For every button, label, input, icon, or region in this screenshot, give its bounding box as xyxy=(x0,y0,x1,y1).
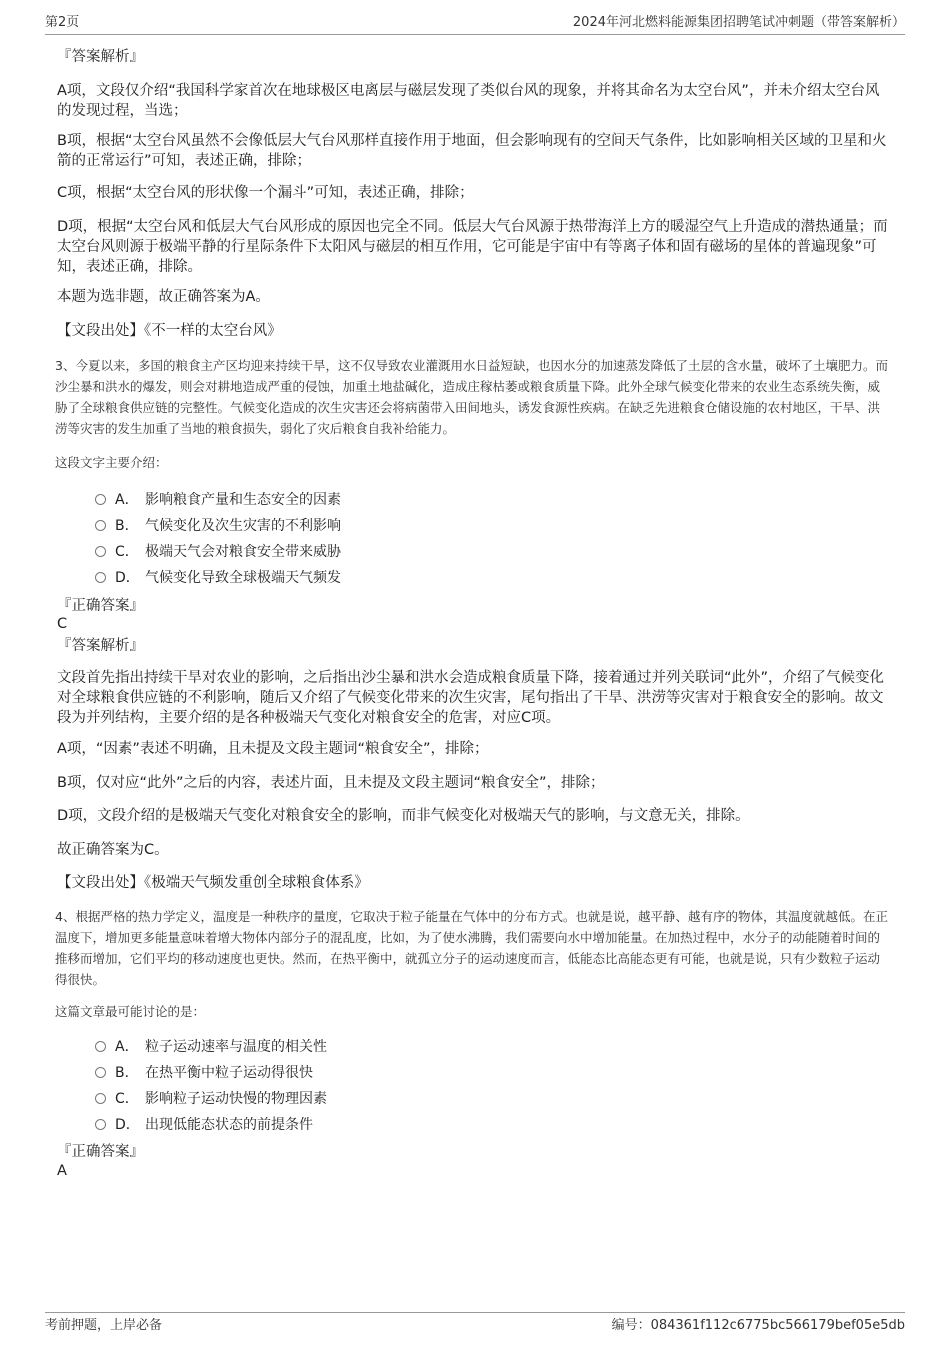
page-header xyxy=(45,14,905,35)
q4-question: 这篇文章最可能讨论的是： xyxy=(55,1004,206,1019)
q4-option-b[interactable]: B． 在热平衡中粒子运动得很快 xyxy=(95,1060,890,1086)
q3-option-a[interactable]: A． 影响粮食产量和生态安全的因素 xyxy=(95,487,890,513)
q3-option-d[interactable]: D． 气候变化导致全球极端天气频发 xyxy=(95,565,890,591)
q4-option-c[interactable]: C． 影响粒子运动快慢的物理因素 xyxy=(95,1086,890,1112)
q2-analysis-d: D项，根据“太空台风和低层大气台风形成的原因也完全不同。低层大气台风源于热带海洋上方的暖湿空气上升造成的潜热通量；而太空台风则源于极端平静的行星际条件下太阳风与磁层的相互作用，它可能是宇宙中有等离子体和固有磁场的星体的普遍现象”可知，表述正确，排除。 xyxy=(57,219,888,275)
q4-options xyxy=(95,1034,890,1138)
q4-passage: 4、根据严格的热力学定义，温度是一种秩序的量度，它取决于粒子能量在气体中的分布方式。也就是说，越平静、越有序的物体，其温度就越低。在正温度下，增加更多能量意味着增大物体内部分子的混乱度，比如，为了使水沸腾，我们需要向水中增加能量。在加热过程中，水分子的动能随着时间的推移而增加，它们平均的移动速度也更快。然而，在热平衡中，就孤立分子的运动速度而言，低能态比高能态更有可能，也就是说，只有少数粒子运动得很快。 xyxy=(55,909,888,987)
q2-conclusion: 本题为选非题，故正确答案为A。 xyxy=(57,289,270,305)
q2-analysis-b: B项，根据“太空台风虽然不会像低层大气台风那样直接作用于地面，但会影响现有的空间天气条件，比如影响相关区域的卫星和火箭的正常运行”可知，表述正确，排除； xyxy=(57,133,887,169)
q2-analysis-label: 『答案解析』 xyxy=(57,49,144,65)
radio-icon[interactable] xyxy=(95,1119,106,1130)
radio-icon[interactable] xyxy=(95,494,106,505)
q3-answer: C xyxy=(57,616,68,632)
radio-icon[interactable] xyxy=(95,546,106,557)
q2-analysis-c: C项，根据“太空台风的形状像一个漏斗”可知，表述正确，排除； xyxy=(57,185,474,201)
q2-analysis-a: A项，文段仅介绍“我国科学家首次在地球极区电离层与磁层发现了类似台风的现象，并将其命名为太空台风”，并未介绍太空台风的发现过程，当选； xyxy=(57,83,880,119)
footer-slogan: 考前押题，上岸必备 xyxy=(45,1318,163,1333)
page-footer xyxy=(45,1312,905,1335)
q3-analysis-b: B项，仅对应“此外”之后的内容，表述片面，且未提及文段主题词“粮食安全”，排除； xyxy=(57,775,605,791)
q4-option-d[interactable]: D． 出现低能态状态的前提条件 xyxy=(95,1112,890,1138)
q4-option-a[interactable]: A． 粒子运动速率与温度的相关性 xyxy=(95,1034,890,1060)
radio-icon[interactable] xyxy=(95,1067,106,1078)
radio-icon[interactable] xyxy=(95,1093,106,1104)
q3-options xyxy=(95,487,890,591)
q3-analysis: 文段首先指出持续干旱对农业的影响，之后指出沙尘暴和洪水会造成粮食质量下降，接着通过并列关联词“此外”，介绍了气候变化对全球粮食供应链的不利影响，随后又介绍了气候变化带来的次生灾害，尾句指出了干旱、洪涝等灾害对于粮食安全的影响。故文段为并列结构，主要介绍的是各种极端天气变化对粮食安全的危害，对应C项。 xyxy=(57,670,885,726)
q3-analysis-a: A项，“因素”表述不明确，且未提及文段主题词“粮食安全”，排除； xyxy=(57,741,489,757)
q3-option-c[interactable]: C． 极端天气会对粮食安全带来威胁 xyxy=(95,539,890,565)
q2-source: 【文段出处】《不一样的太空台风》 xyxy=(57,323,282,339)
page-number: 第2页 xyxy=(45,15,80,30)
q3-passage: 3、今夏以来，多国的粮食主产区均迎来持续干旱，这不仅导致农业灌溉用水日益短缺，也因水分的加速蒸发降低了土层的含水量，破坏了土壤肥力。而沙尘暴和洪水的爆发，则会对耕地造成严重的侵蚀，加重土地盐碱化，造成庄稼枯萎或粮食质量下降。此外全球气候变化带来的农业生态系统失衡，威胁了全球粮食供应链的完整性。气候变化造成的次生灾害还会将病菌带入田间地头，诱发食源性疾病。在缺乏先进粮食仓储设施的农村地区，干旱、洪涝等灾害的发生加重了当地的粮食损失，弱化了灾后粮食自我补给能力。 xyxy=(55,358,888,436)
radio-icon[interactable] xyxy=(95,572,106,583)
q3-source: 【文段出处】《极端天气频发重创全球粮食体系》 xyxy=(57,875,369,891)
radio-icon[interactable] xyxy=(95,1041,106,1052)
q3-question: 这段文字主要介绍： xyxy=(55,455,168,470)
q3-analysis-d: D项，文段介绍的是极端天气变化对粮食安全的影响，而非气候变化对极端天气的影响，与文意无关，排除。 xyxy=(57,808,750,824)
document-code: 编号：084361f112c6775bc566179bef05e5db xyxy=(611,1318,905,1333)
q3-conclusion: 故正确答案为C。 xyxy=(57,842,169,858)
q3-analysis-label: 『答案解析』 xyxy=(57,638,144,654)
q3-option-b[interactable]: B． 气候变化及次生灾害的不利影响 xyxy=(95,513,890,539)
document-title: 2024年河北燃料能源集团招聘笔试冲刺题（带答案解析） xyxy=(572,15,905,30)
radio-icon[interactable] xyxy=(95,520,106,531)
q4-answer: A xyxy=(57,1163,67,1179)
q4-answer-label: 『正确答案』 xyxy=(57,1144,144,1160)
q3-answer-label: 『正确答案』 xyxy=(57,598,144,614)
